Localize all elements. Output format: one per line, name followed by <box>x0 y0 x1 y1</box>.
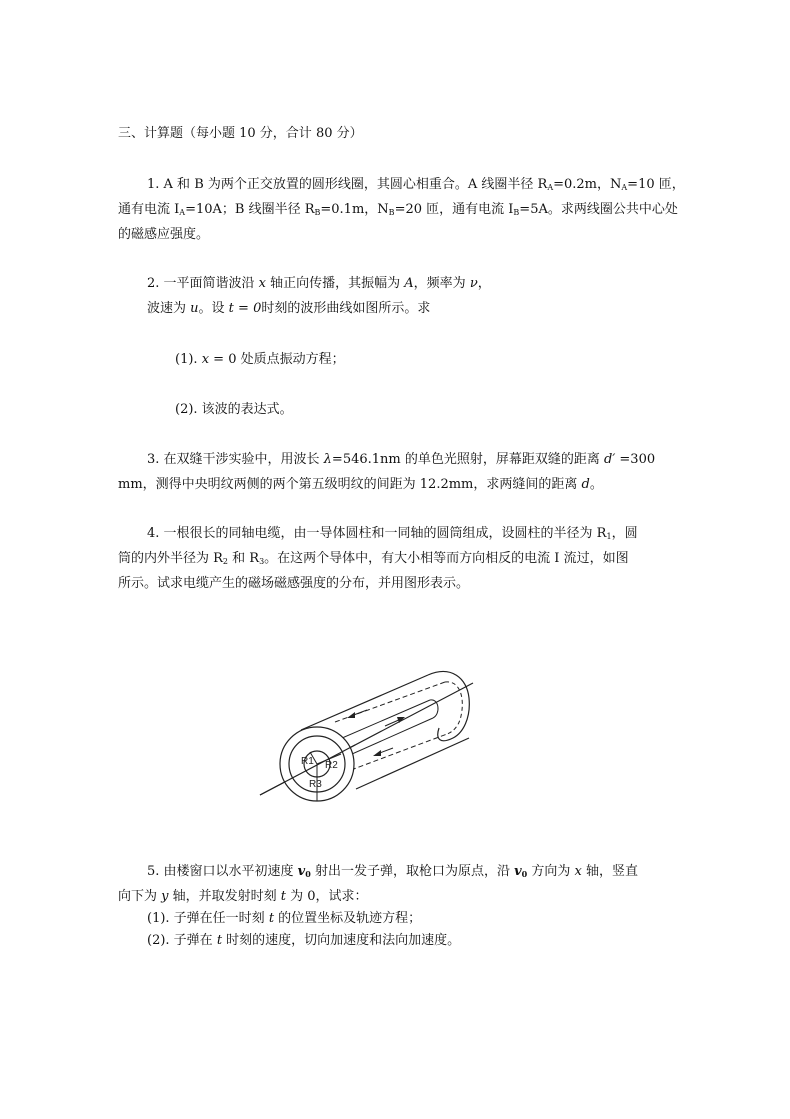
q1-line1: 1. A 和 B 为两个正交放置的圆形线圈，其圆心相重合。A 线圈半径 $R_A=0.2m$，$N_A=10$ 匝， <box>147 177 685 192</box>
q5-part2: (2). 子弹在 t 时刻的速度，切向加速度和法向加速度。 <box>147 933 461 948</box>
q2-line1: 2. 一平面简谐波沿 x 轴正向传播，其振幅为 A，频率为 ν， <box>147 276 491 291</box>
label-r3: R3 <box>309 779 322 790</box>
q4-line2: 筒的内外半径为 $R_2$ 和 $R_3$。在这两个导体中，有大小相等而方向相反的电流 I 流过，如图 <box>118 551 629 566</box>
inner-tube-far-end <box>445 682 462 734</box>
q4-line3: 所示。试求电缆产生的磁场磁感强度的分布，并用图形表示。 <box>118 576 470 591</box>
q5-part1: (1). 子弹在任一时刻 t 的位置坐标及轨迹方程； <box>147 911 422 926</box>
coaxial-cable-figure <box>255 668 480 803</box>
q5-line2: 向下为 y 轴，并取发射时刻 t 为 0，试求： <box>118 889 368 904</box>
q1-line2: 通有电流 $I_A=10A$；B 线圈半径 $R_B=0.1m$，$N_B=20$ 匝，通有电流 $I_B=5A$。求两线圈公共中心处 <box>118 202 678 217</box>
q5-line1: 5. 由楼窗口以水平初速度 $v_0$ 射出一发子弹，取枪口为原点，沿 $v_0$ 方向为 x 轴，竖直 <box>147 864 638 879</box>
q2-part2: (2). 该波的表达式。 <box>175 402 293 417</box>
label-r1: R1 <box>301 756 314 767</box>
label-r2: R2 <box>325 760 338 771</box>
q3-line2: mm，测得中央明纹两侧的两个第五级明纹的间距为 12.2mm，求两缝间的距离 d。 <box>118 477 603 492</box>
outer-bottom-edge <box>356 738 469 789</box>
q4-line1: 4. 一根很长的同轴电缆，由一导体圆柱和一同轴的圆筒组成，设圆柱的半径为 $R_1$，圆 <box>147 526 638 541</box>
section-title: 三、计算题（每小题 10 分，合计 80 分） <box>118 126 363 141</box>
q2-line2: 波速为 u。设 t = 0时刻的波形曲线如图所示。求 <box>147 301 431 316</box>
q1-line3: 的磁感应强度。 <box>118 227 210 242</box>
outer-top-edge <box>301 675 428 730</box>
q3-line1: 3. 在双缝干涉实验中，用波长 λ=546.1nm 的单色光照射，屏幕距双缝的距离 d′ =300 <box>147 452 656 467</box>
arrow-outer-top-head <box>347 712 355 718</box>
q2-part1: (1). x = 0 处质点振动方程； <box>175 352 345 367</box>
core-far-end <box>430 700 438 718</box>
arrow-outer-bottom-head <box>373 750 381 756</box>
